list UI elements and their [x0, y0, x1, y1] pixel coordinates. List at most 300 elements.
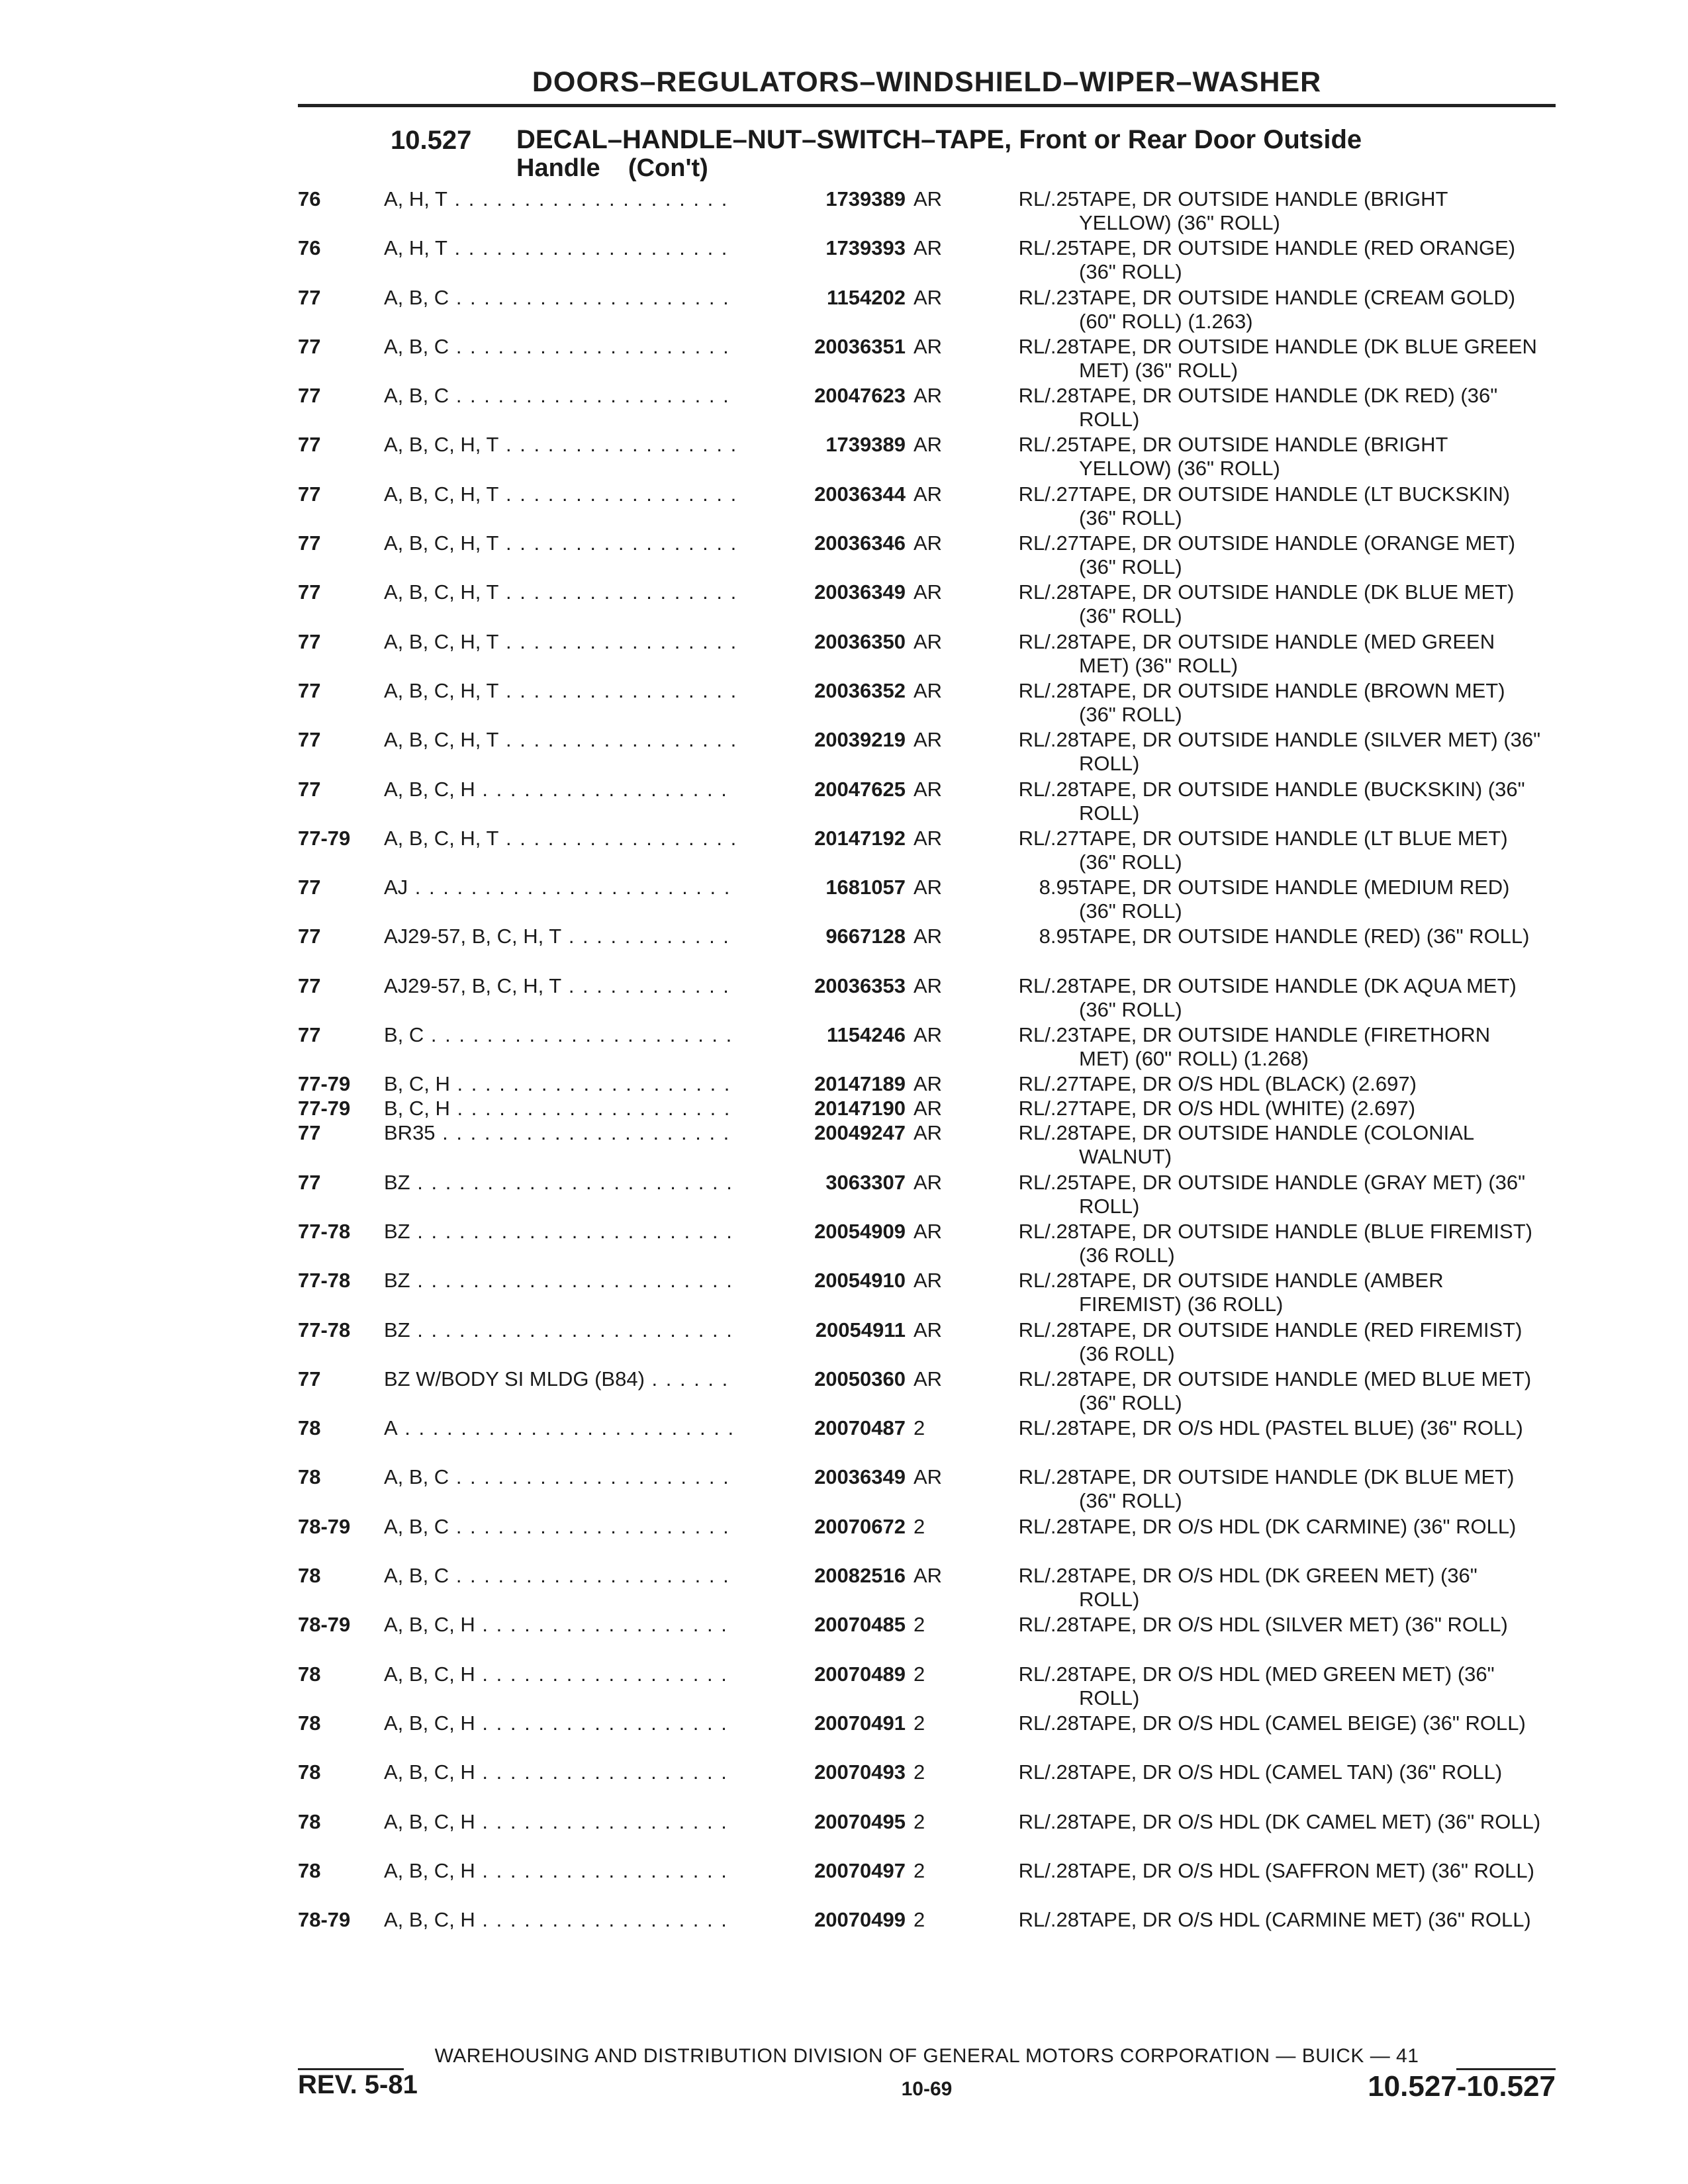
- models-text: A, B, C, H: [384, 1858, 475, 1882]
- models-text: A, B, C, H: [384, 1613, 475, 1637]
- table-row: [298, 335, 1556, 384]
- part-number-cell: 20070489: [735, 1662, 906, 1686]
- description-cell: TAPE, DR OUTSIDE HANDLE (DK RED) (36" ROLL): [1079, 384, 1498, 432]
- description-cell: TAPE, DR OUTSIDE HANDLE (DK BLUE MET) (36" ROLL): [1079, 1465, 1515, 1513]
- part-number-cell: 20070493: [735, 1760, 906, 1784]
- table-row: [298, 1613, 1556, 1662]
- table-row: [298, 1318, 1556, 1367]
- year-cell: 77: [298, 1023, 321, 1047]
- part-number-cell: 20050360: [735, 1367, 906, 1391]
- year-cell: 77: [298, 777, 321, 801]
- quantity-cell: AR: [914, 925, 943, 948]
- price-cell: RL/.27: [1018, 826, 1079, 850]
- part-number-cell: 1681057: [735, 876, 906, 899]
- models-text: A, H, T: [384, 187, 447, 210]
- quantity-cell: AR: [914, 1219, 943, 1243]
- section-title-continued: Handle (Con't): [516, 154, 708, 182]
- quantity-cell: 2: [914, 1760, 925, 1784]
- part-number-cell: 20054911: [735, 1318, 906, 1342]
- table-row: [298, 679, 1556, 728]
- models-text: A, B, C, H: [384, 1809, 475, 1833]
- year-cell: 77: [298, 974, 321, 997]
- part-number-cell: 3063307: [735, 1171, 906, 1195]
- quantity-cell: AR: [914, 482, 943, 506]
- models-cell: [384, 1810, 768, 1834]
- description-cell: TAPE, DR OUTSIDE HANDLE (FIRETHORN MET) (60" ROLL) (1.268): [1079, 1023, 1491, 1071]
- year-cell: 77-79: [298, 1097, 351, 1120]
- table-row: [298, 433, 1556, 482]
- table-row: [298, 1662, 1556, 1711]
- models-text: A: [384, 1416, 398, 1440]
- year-cell: 78-79: [298, 1514, 351, 1538]
- models-cell: [384, 1760, 768, 1784]
- quantity-cell: 2: [914, 1416, 925, 1440]
- price-cell: RL/.28: [1018, 1269, 1079, 1293]
- models-text: A, B, C, H, T: [384, 678, 499, 702]
- quantity-cell: AR: [914, 1121, 943, 1145]
- models-cell: [384, 580, 768, 604]
- year-cell: 78: [298, 1465, 321, 1489]
- models-cell: [384, 1367, 768, 1391]
- models-text: A, B, C: [384, 1564, 449, 1588]
- quantity-cell: 2: [914, 1613, 925, 1637]
- part-number-cell: 1154202: [735, 286, 906, 310]
- footer-division: WAREHOUSING AND DISTRIBUTION DIVISION OF GENERAL MOTORS CORPORATION — BUICK — 41: [434, 2045, 1419, 2067]
- table-row: [298, 1072, 1556, 1097]
- section-title-line: DECAL–HANDLE–NUT–SWITCH–TAPE, Front or Rear Door Outside: [516, 125, 1362, 154]
- quantity-cell: AR: [914, 974, 943, 997]
- year-cell: 77: [298, 285, 321, 309]
- price-cell: RL/.28: [1018, 1662, 1079, 1686]
- models-text: A, B, C: [384, 285, 449, 309]
- year-cell: 77: [298, 580, 321, 604]
- quantity-cell: AR: [914, 384, 943, 408]
- part-number-cell: 1739389: [735, 187, 906, 211]
- section-number: 10.527: [391, 126, 472, 155]
- price-cell: RL/.28: [1018, 629, 1079, 653]
- quantity-cell: AR: [914, 876, 943, 899]
- year-cell: 77: [298, 482, 321, 506]
- description-cell: TAPE, DR OUTSIDE HANDLE (BROWN MET) (36" ROLL): [1079, 678, 1505, 726]
- description-cell: TAPE, DR OUTSIDE HANDLE (RED ORANGE) (36" ROLL): [1079, 236, 1516, 284]
- price-cell: RL/.28: [1018, 974, 1079, 997]
- models-cell: [384, 1564, 768, 1588]
- models-cell: [384, 482, 768, 506]
- description-cell: TAPE, DR OUTSIDE HANDLE (SILVER MET) (36" ROLL): [1079, 728, 1541, 776]
- table-row: [298, 580, 1556, 629]
- quantity-cell: AR: [914, 1097, 943, 1120]
- table-row: [298, 1269, 1556, 1318]
- models-cell: [384, 286, 768, 310]
- description-cell: TAPE, DR O/S HDL (BLACK) (2.697): [1079, 1072, 1417, 1096]
- price-cell: RL/.27: [1018, 482, 1079, 506]
- part-number-cell: 20036346: [735, 531, 906, 555]
- models-cell: [384, 1613, 768, 1637]
- description-cell: TAPE, DR O/S HDL (CAMEL TAN) (36" ROLL): [1079, 1760, 1503, 1784]
- description-cell: TAPE, DR O/S HDL (SAFFRON MET) (36" ROLL): [1079, 1858, 1534, 1882]
- footer-page-number: 10-69: [901, 2078, 953, 2100]
- table-row: [298, 1220, 1556, 1269]
- table-row: [298, 482, 1556, 531]
- price-cell: RL/.28: [1018, 1760, 1079, 1784]
- price-cell: 8.95: [1039, 925, 1079, 948]
- table-row: [298, 1465, 1556, 1514]
- table-row: [298, 1859, 1556, 1908]
- quantity-cell: 2: [914, 1514, 925, 1538]
- part-number-cell: 20036350: [735, 630, 906, 654]
- description-cell: TAPE, DR OUTSIDE HANDLE (MED BLUE MET) (36" ROLL): [1079, 1367, 1532, 1414]
- models-cell: [384, 236, 768, 260]
- price-cell: RL/.28: [1018, 1809, 1079, 1833]
- part-number-cell: 20070672: [735, 1515, 906, 1539]
- models-text: A, B, C: [384, 384, 449, 408]
- price-cell: RL/.28: [1018, 1465, 1079, 1489]
- models-cell: [384, 1711, 768, 1735]
- quantity-cell: AR: [914, 678, 943, 702]
- year-cell: 78: [298, 1662, 321, 1686]
- models-cell: [384, 1171, 768, 1195]
- part-number-cell: 20082516: [735, 1564, 906, 1588]
- price-cell: RL/.28: [1018, 580, 1079, 604]
- models-text: A, B, C, H: [384, 1662, 475, 1686]
- table-row: [298, 778, 1556, 827]
- price-cell: RL/.28: [1018, 1564, 1079, 1588]
- quantity-cell: AR: [914, 629, 943, 653]
- price-cell: RL/.23: [1018, 285, 1079, 309]
- year-cell: 78: [298, 1809, 321, 1833]
- quantity-cell: AR: [914, 1367, 943, 1390]
- description-cell: TAPE, DR OUTSIDE HANDLE (DK BLUE GREEN MET) (36" ROLL): [1079, 334, 1537, 382]
- part-number-cell: 20054909: [735, 1220, 906, 1244]
- price-cell: RL/.28: [1018, 1318, 1079, 1342]
- description-cell: TAPE, DR O/S HDL (PASTEL BLUE) (36" ROLL): [1079, 1416, 1523, 1440]
- table-row: [298, 1564, 1556, 1613]
- models-cell: [384, 1662, 768, 1686]
- description-cell: TAPE, DR OUTSIDE HANDLE (AMBER FIREMIST) (36 ROLL): [1079, 1269, 1444, 1316]
- part-number-cell: 1154246: [735, 1023, 906, 1047]
- part-number-cell: 20147192: [735, 827, 906, 850]
- year-cell: 77: [298, 1367, 321, 1390]
- year-cell: 78: [298, 1858, 321, 1882]
- part-number-cell: 20047625: [735, 778, 906, 801]
- description-cell: TAPE, DR OUTSIDE HANDLE (RED) (36" ROLL): [1079, 925, 1530, 948]
- models-cell: [384, 728, 768, 752]
- models-cell: [384, 384, 768, 408]
- description-cell: TAPE, DR OUTSIDE HANDLE (BUCKSKIN) (36" ROLL): [1079, 777, 1525, 825]
- part-number-cell: 20036351: [735, 335, 906, 359]
- year-cell: 78: [298, 1760, 321, 1784]
- quantity-cell: AR: [914, 777, 943, 801]
- description-cell: TAPE, DR OUTSIDE HANDLE (DK BLUE MET) (36" ROLL): [1079, 580, 1515, 628]
- models-cell: [384, 187, 768, 211]
- year-cell: 77: [298, 728, 321, 752]
- price-cell: RL/.28: [1018, 1858, 1079, 1882]
- models-text: BZ: [384, 1269, 410, 1293]
- quantity-cell: AR: [914, 1072, 943, 1096]
- quantity-cell: 2: [914, 1711, 925, 1735]
- quantity-cell: 2: [914, 1662, 925, 1686]
- models-cell: [384, 1023, 768, 1047]
- models-cell: [384, 778, 768, 801]
- part-number-cell: 20039219: [735, 728, 906, 752]
- price-cell: 8.95: [1039, 876, 1079, 899]
- description-cell: TAPE, DR OUTSIDE HANDLE (COLONIAL WALNUT): [1079, 1121, 1474, 1169]
- price-cell: RL/.25: [1018, 236, 1079, 260]
- description-cell: TAPE, DR OUTSIDE HANDLE (MED GREEN MET) (36" ROLL): [1079, 629, 1495, 677]
- description-cell: TAPE, DR OUTSIDE HANDLE (MEDIUM RED) (36" ROLL): [1079, 876, 1510, 923]
- models-text: AJ29-57, B, C, H, T: [384, 974, 562, 997]
- year-cell: 77: [298, 678, 321, 702]
- price-cell: RL/.28: [1018, 1367, 1079, 1390]
- models-cell: [384, 1269, 768, 1293]
- models-text: A, B, C, H: [384, 1908, 475, 1932]
- table-row: [298, 876, 1556, 925]
- description-cell: TAPE, DR O/S HDL (DK GREEN MET) (36" ROLL): [1079, 1564, 1477, 1612]
- models-cell: [384, 1318, 768, 1342]
- year-cell: 76: [298, 187, 321, 210]
- description-cell: TAPE, DR O/S HDL (SILVER MET) (36" ROLL): [1079, 1613, 1508, 1637]
- year-cell: 77: [298, 925, 321, 948]
- price-cell: RL/.27: [1018, 1097, 1079, 1120]
- table-row: [298, 925, 1556, 974]
- part-number-cell: 20070497: [735, 1859, 906, 1883]
- table-row: [298, 1367, 1556, 1416]
- description-cell: TAPE, DR OUTSIDE HANDLE (GRAY MET) (36" ROLL): [1079, 1170, 1526, 1218]
- table-row: [298, 1515, 1556, 1564]
- models-text: BZ: [384, 1219, 410, 1243]
- description-cell: TAPE, DR OUTSIDE HANDLE (BRIGHT YELLOW) (36" ROLL): [1079, 187, 1448, 234]
- price-cell: RL/.28: [1018, 1711, 1079, 1735]
- year-cell: 77: [298, 1170, 321, 1194]
- price-cell: RL/.28: [1018, 1121, 1079, 1145]
- models-text: A, B, C, H, T: [384, 629, 499, 653]
- models-cell: [384, 1416, 768, 1440]
- quantity-cell: AR: [914, 1023, 943, 1047]
- quantity-cell: AR: [914, 1564, 943, 1588]
- part-number-cell: 20147190: [735, 1097, 906, 1120]
- table-row: [298, 630, 1556, 679]
- parts-list: [298, 187, 1556, 1957]
- year-cell: 77: [298, 433, 321, 457]
- year-cell: 77-78: [298, 1318, 351, 1342]
- models-cell: [384, 433, 768, 457]
- year-cell: 76: [298, 236, 321, 260]
- table-row: [298, 1810, 1556, 1859]
- part-number-cell: 20070485: [735, 1613, 906, 1637]
- quantity-cell: AR: [914, 187, 943, 210]
- description-cell: TAPE, DR O/S HDL (MED GREEN MET) (36" ROLL): [1079, 1662, 1495, 1709]
- footer-revision: REV. 5-81: [298, 2070, 418, 2099]
- models-text: B, C, H: [384, 1097, 450, 1120]
- models-cell: [384, 1220, 768, 1244]
- price-cell: RL/.25: [1018, 433, 1079, 457]
- description-cell: TAPE, DR O/S HDL (DK CAMEL MET) (36" ROLL): [1079, 1809, 1541, 1833]
- models-text: A, B, C, H, T: [384, 728, 499, 752]
- models-text: AJ29-57, B, C, H, T: [384, 925, 562, 948]
- table-row: [298, 531, 1556, 580]
- quantity-cell: AR: [914, 433, 943, 457]
- year-cell: 78: [298, 1564, 321, 1588]
- part-number-cell: 20054910: [735, 1269, 906, 1293]
- price-cell: RL/.27: [1018, 531, 1079, 555]
- models-cell: [384, 1908, 768, 1932]
- models-text: A, B, C, H, T: [384, 482, 499, 506]
- price-cell: RL/.28: [1018, 1416, 1079, 1440]
- description-cell: TAPE, DR OUTSIDE HANDLE (CREAM GOLD) (60" ROLL) (1.263): [1079, 285, 1516, 333]
- part-number-cell: 20036349: [735, 1465, 906, 1489]
- part-number-cell: 20036349: [735, 580, 906, 604]
- models-text: A, B, C, H: [384, 1711, 475, 1735]
- models-text: BZ W/BODY SI MLDG (B84): [384, 1367, 645, 1390]
- price-cell: RL/.23: [1018, 1023, 1079, 1047]
- title-rule: [298, 104, 1556, 107]
- models-cell: [384, 1465, 768, 1489]
- description-cell: TAPE, DR OUTSIDE HANDLE (RED FIREMIST) (36 ROLL): [1079, 1318, 1523, 1365]
- price-cell: RL/.27: [1018, 1072, 1079, 1096]
- price-cell: RL/.28: [1018, 777, 1079, 801]
- description-cell: TAPE, DR O/S HDL (CAMEL BEIGE) (36" ROLL): [1079, 1711, 1526, 1735]
- models-cell: [384, 335, 768, 359]
- part-number-cell: 20036353: [735, 974, 906, 998]
- models-cell: [384, 925, 768, 948]
- models-text: A, B, C: [384, 334, 449, 358]
- year-cell: 77-78: [298, 1219, 351, 1243]
- description-cell: TAPE, DR OUTSIDE HANDLE (ORANGE MET) (36" ROLL): [1079, 531, 1516, 579]
- models-cell: [384, 1515, 768, 1539]
- description-cell: TAPE, DR OUTSIDE HANDLE (BRIGHT YELLOW) (36" ROLL): [1079, 433, 1448, 480]
- description-cell: TAPE, DR OUTSIDE HANDLE (DK AQUA MET) (36" ROLL): [1079, 974, 1517, 1021]
- models-text: B, C, H: [384, 1072, 450, 1096]
- table-row: [298, 1711, 1556, 1760]
- part-number-cell: 20070491: [735, 1711, 906, 1735]
- table-row: [298, 827, 1556, 876]
- description-cell: TAPE, DR O/S HDL (DK CARMINE) (36" ROLL): [1079, 1514, 1517, 1538]
- part-number-cell: 9667128: [735, 925, 906, 948]
- table-row: [298, 728, 1556, 777]
- description-cell: TAPE, DR O/S HDL (WHITE) (2.697): [1079, 1097, 1416, 1120]
- models-text: B, C: [384, 1023, 424, 1047]
- quantity-cell: AR: [914, 1318, 943, 1342]
- table-row: [298, 1760, 1556, 1809]
- table-row: [298, 1121, 1556, 1170]
- price-cell: RL/.25: [1018, 1170, 1079, 1194]
- price-cell: RL/.28: [1018, 1613, 1079, 1637]
- table-row: [298, 1416, 1556, 1465]
- models-cell: [384, 1097, 768, 1120]
- part-number-cell: 20047623: [735, 384, 906, 408]
- price-cell: RL/.28: [1018, 1219, 1079, 1243]
- quantity-cell: 2: [914, 1809, 925, 1833]
- page-title: DOORS–REGULATORS–WINDSHIELD–WIPER–WASHER: [532, 66, 1322, 98]
- quantity-cell: 2: [914, 1908, 925, 1932]
- footer-section-range: 10.527-10.527: [1368, 2070, 1556, 2103]
- models-text: A, B, C, H, T: [384, 826, 499, 850]
- models-text: BZ: [384, 1170, 410, 1194]
- table-row: [298, 384, 1556, 433]
- models-text: A, B, C, H: [384, 777, 475, 801]
- quantity-cell: AR: [914, 580, 943, 604]
- models-cell: [384, 827, 768, 850]
- models-text: BR35: [384, 1121, 436, 1145]
- year-cell: 77-79: [298, 1072, 351, 1096]
- year-cell: 78: [298, 1416, 321, 1440]
- table-row: [298, 187, 1556, 236]
- year-cell: 77: [298, 531, 321, 555]
- models-cell: [384, 531, 768, 555]
- part-number-cell: 20147189: [735, 1072, 906, 1096]
- description-cell: TAPE, DR OUTSIDE HANDLE (BLUE FIREMIST) (36 ROLL): [1079, 1219, 1532, 1267]
- year-cell: 77-79: [298, 826, 351, 850]
- part-number-cell: 20049247: [735, 1121, 906, 1145]
- models-text: A, B, C: [384, 1465, 449, 1489]
- models-cell: [384, 1072, 768, 1096]
- quantity-cell: AR: [914, 1269, 943, 1293]
- description-cell: TAPE, DR OUTSIDE HANDLE (LT BUCKSKIN) (36" ROLL): [1079, 482, 1511, 529]
- price-cell: RL/.28: [1018, 678, 1079, 702]
- year-cell: 77: [298, 876, 321, 899]
- part-number-cell: 20036344: [735, 482, 906, 506]
- table-row: [298, 286, 1556, 335]
- models-text: A, B, C, H, T: [384, 433, 499, 457]
- table-row: [298, 1908, 1556, 1957]
- year-cell: 78-79: [298, 1613, 351, 1637]
- table-row: [298, 1097, 1556, 1121]
- table-row: [298, 974, 1556, 1023]
- models-text: A, B, C: [384, 1514, 449, 1538]
- models-cell: [384, 679, 768, 703]
- models-cell: [384, 630, 768, 654]
- price-cell: RL/.28: [1018, 1514, 1079, 1538]
- part-number-cell: 1739393: [735, 236, 906, 260]
- year-cell: 78-79: [298, 1908, 351, 1932]
- quantity-cell: AR: [914, 728, 943, 752]
- year-cell: 77-78: [298, 1269, 351, 1293]
- quantity-cell: AR: [914, 236, 943, 260]
- models-text: A, H, T: [384, 236, 447, 260]
- year-cell: 77: [298, 1121, 321, 1145]
- price-cell: RL/.25: [1018, 187, 1079, 210]
- description-cell: TAPE, DR O/S HDL (CARMINE MET) (36" ROLL): [1079, 1908, 1531, 1932]
- models-cell: [384, 876, 768, 899]
- part-number-cell: 20070499: [735, 1908, 906, 1932]
- table-row: [298, 1023, 1556, 1072]
- price-cell: RL/.28: [1018, 1908, 1079, 1932]
- year-cell: 78: [298, 1711, 321, 1735]
- price-cell: RL/.28: [1018, 334, 1079, 358]
- table-row: [298, 236, 1556, 285]
- quantity-cell: AR: [914, 826, 943, 850]
- quantity-cell: AR: [914, 531, 943, 555]
- models-text: A, B, C, H: [384, 1760, 475, 1784]
- year-cell: 77: [298, 629, 321, 653]
- price-cell: RL/.28: [1018, 728, 1079, 752]
- quantity-cell: AR: [914, 1170, 943, 1194]
- models-text: AJ: [384, 876, 408, 899]
- section-title: [516, 126, 1523, 183]
- part-number-cell: 20036352: [735, 679, 906, 703]
- models-text: BZ: [384, 1318, 410, 1342]
- models-text: A, B, C, H, T: [384, 531, 499, 555]
- part-number-cell: 20070487: [735, 1416, 906, 1440]
- models-cell: [384, 1121, 768, 1145]
- quantity-cell: AR: [914, 285, 943, 309]
- part-number-cell: 20070495: [735, 1810, 906, 1834]
- quantity-cell: AR: [914, 1465, 943, 1489]
- year-cell: 77: [298, 334, 321, 358]
- price-cell: RL/.28: [1018, 384, 1079, 408]
- models-cell: [384, 1859, 768, 1883]
- models-cell: [384, 974, 768, 998]
